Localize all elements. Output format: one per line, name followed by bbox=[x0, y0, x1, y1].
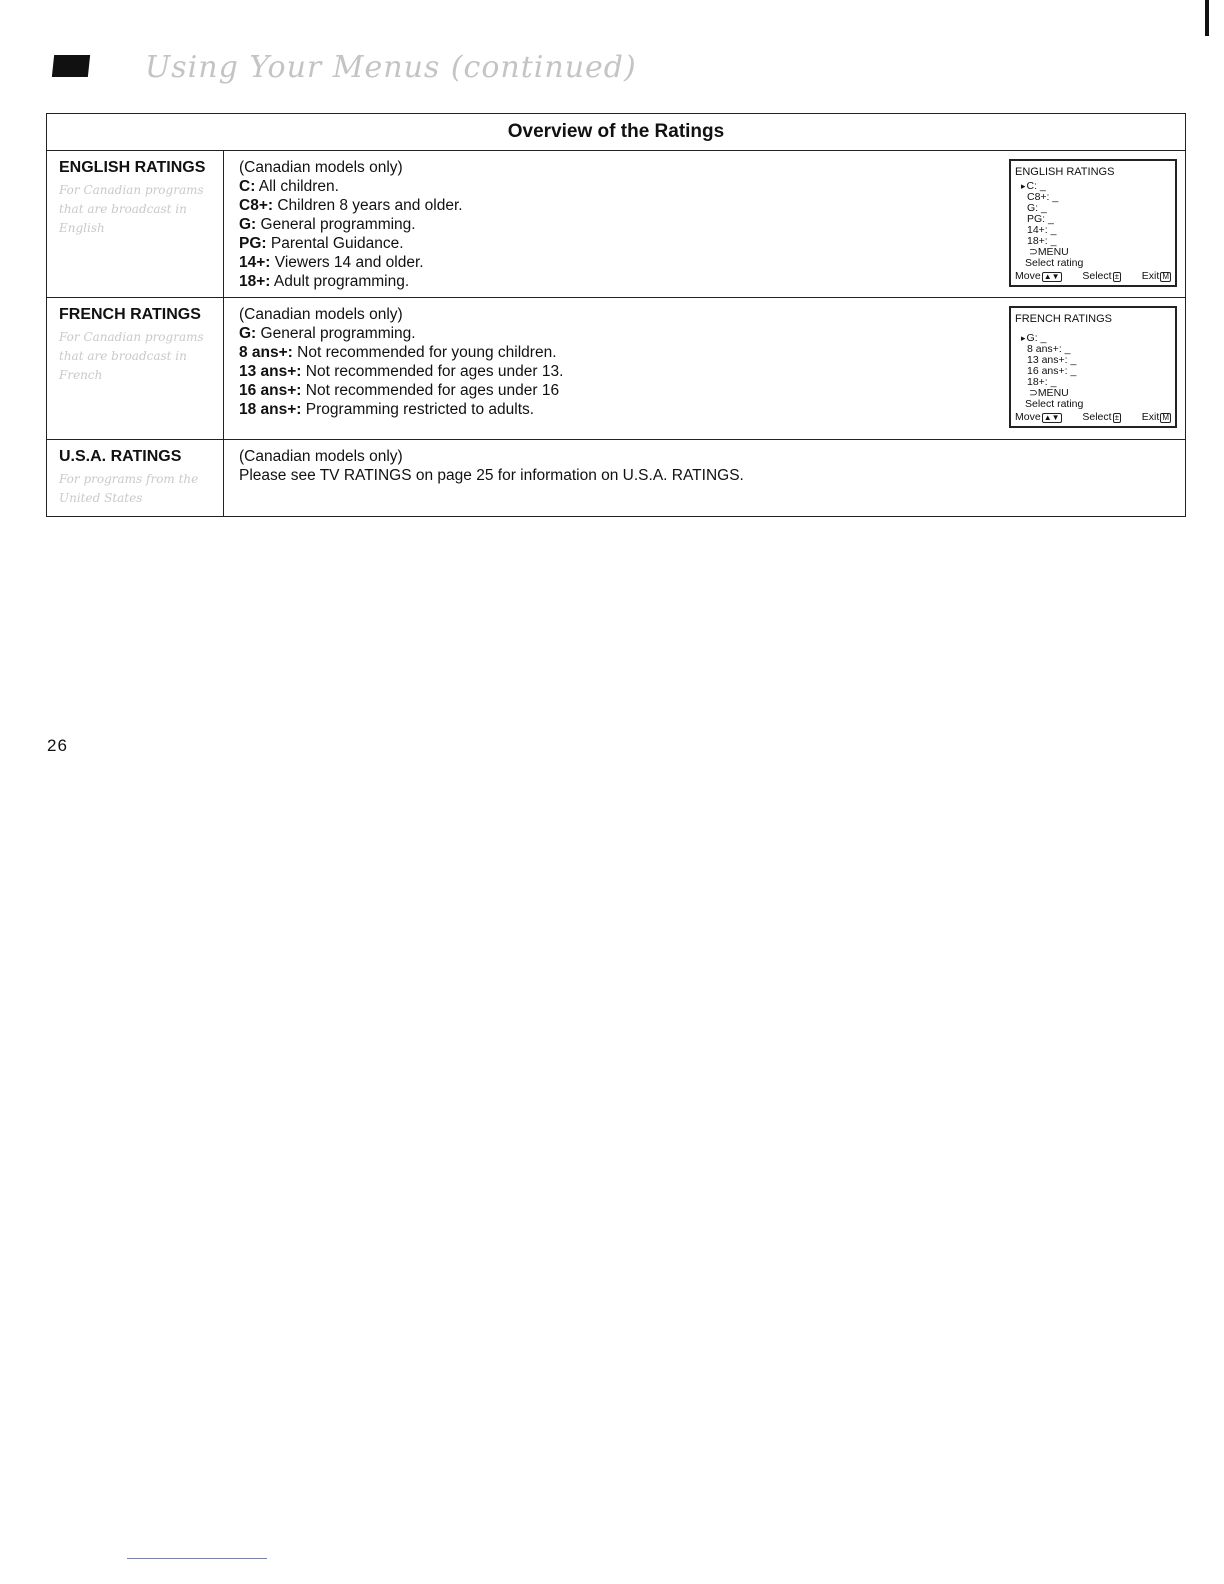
rating-line: C: All children. bbox=[239, 178, 339, 195]
screen-option: 13 ans+: _ bbox=[1027, 354, 1077, 366]
row-body-cell bbox=[224, 440, 1186, 517]
rating-line: (Canadian models only) bbox=[239, 159, 403, 176]
category-label: U.S.A. RATINGS bbox=[59, 448, 182, 465]
ratings-table bbox=[46, 113, 1186, 517]
footer-rule bbox=[127, 1558, 267, 1559]
return-arrow-icon: ⊃ bbox=[1029, 387, 1038, 399]
table-row bbox=[47, 151, 1186, 298]
running-head: Using Your Menus (continued) bbox=[145, 50, 637, 85]
select-key-icon: ± bbox=[1114, 413, 1119, 422]
rating-line: 16 ans+: Not recommended for ages under 16 bbox=[239, 382, 560, 399]
table-row bbox=[47, 440, 1186, 517]
rating-line: PG: Parental Guidance. bbox=[239, 235, 404, 252]
rating-line: C8+: Children 8 years and older. bbox=[239, 197, 463, 214]
screen-option: ▸ C: _ bbox=[1011, 181, 1175, 192]
category-label: ENGLISH RATINGS bbox=[59, 159, 206, 176]
rating-line: G: General programming. bbox=[239, 216, 416, 233]
return-arrow-icon: ⊃ bbox=[1029, 246, 1038, 258]
screen-option: 14+: _ bbox=[1027, 224, 1057, 236]
row-body-cell bbox=[224, 298, 1186, 440]
row-label-cell bbox=[47, 151, 224, 298]
rating-line: 18+: Adult programming. bbox=[239, 273, 410, 290]
screen-controls: Move ▲▼ Select ± Exit M bbox=[1015, 270, 1169, 282]
rating-line: 13 ans+: Not recommended for ages under 13. bbox=[239, 363, 564, 380]
select-key-icon: ± bbox=[1114, 272, 1119, 281]
table-title: Overview of the Ratings bbox=[47, 114, 1186, 151]
screen-controls: Move ▲▼ Select ± Exit M bbox=[1015, 411, 1169, 423]
screen-option: PG: _ bbox=[1027, 213, 1054, 225]
french-ratings-screen bbox=[1009, 306, 1177, 428]
table-row bbox=[47, 298, 1186, 440]
screen-option: G: _ bbox=[1027, 202, 1047, 214]
category-label: FRENCH RATINGS bbox=[59, 306, 201, 323]
rating-line: G: General programming. bbox=[239, 325, 416, 342]
screen-option: C8+: _ bbox=[1027, 191, 1059, 203]
move-keys-icon: ▲▼ bbox=[1043, 272, 1060, 281]
screen-option: ▸ G: _ bbox=[1011, 333, 1175, 344]
screen-hint: Select rating bbox=[1025, 257, 1084, 269]
screen-option: 16 ans+: _ bbox=[1027, 365, 1077, 377]
row-label-cell bbox=[47, 298, 224, 440]
rating-line: Please see TV RATINGS on page 25 for information on U.S.A. RATINGS. bbox=[239, 467, 744, 484]
screen-option: 8 ans+: _ bbox=[1027, 343, 1071, 355]
category-description: For programs from the United States bbox=[59, 472, 199, 505]
category-description: For Canadian programs that are broadcast in French bbox=[59, 330, 204, 382]
english-ratings-screen bbox=[1009, 159, 1177, 287]
menu-return: ⊃MENU bbox=[1029, 246, 1069, 258]
screen-title: FRENCH RATINGS bbox=[1015, 313, 1112, 325]
menu-return: ⊃MENU bbox=[1029, 387, 1069, 399]
category-description: For Canadian programs that are broadcast in English bbox=[59, 183, 204, 235]
row-body-cell bbox=[224, 151, 1186, 298]
page-number: 26 bbox=[47, 736, 68, 755]
screen-option: 18+: _ bbox=[1027, 376, 1057, 388]
row-label-cell bbox=[47, 440, 224, 517]
screen-hint: Select rating bbox=[1025, 398, 1084, 410]
rating-line: 8 ans+: Not recommended for young children. bbox=[239, 344, 557, 361]
rating-line: (Canadian models only) bbox=[239, 306, 403, 323]
screen-title: ENGLISH RATINGS bbox=[1015, 166, 1115, 178]
move-keys-icon: ▲▼ bbox=[1043, 413, 1060, 422]
screen-option: 18+: _ bbox=[1027, 235, 1057, 247]
menu-key-icon: M bbox=[1162, 272, 1169, 281]
rating-line: 14+: Viewers 14 and older. bbox=[239, 254, 424, 271]
edge-rule bbox=[1205, 0, 1209, 36]
menu-key-icon: M bbox=[1162, 413, 1169, 422]
rating-line: (Canadian models only) bbox=[239, 448, 403, 465]
section-marker bbox=[52, 55, 90, 77]
rating-line: 18 ans+: Programming restricted to adults. bbox=[239, 401, 535, 418]
